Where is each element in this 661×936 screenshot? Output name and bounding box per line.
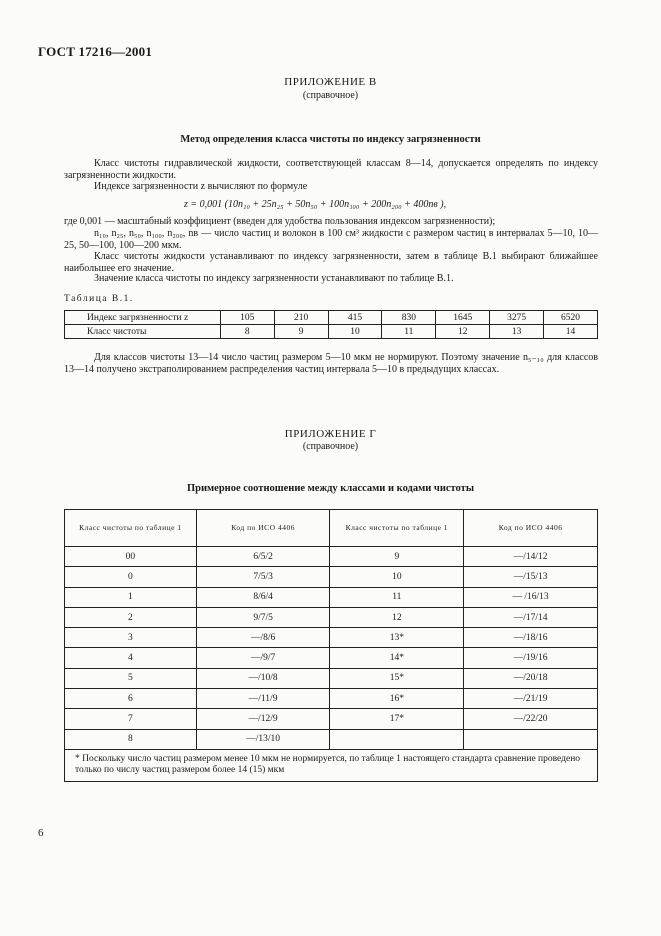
row-label: Класс чистоты [65,325,221,339]
table-header-row [65,510,598,547]
row-label: Индекс загрязненности z [65,311,221,325]
table-cell: 12 [330,607,464,627]
paragraph-6: Значение класса чистоты по индексу загрязненности устанавливают по таблице В.1. [94,273,454,284]
table-cell: 10 [328,325,382,339]
table-cell: 5 [65,668,197,688]
table-cell: 00 [65,547,197,567]
table-cell: —/17/14 [464,607,598,627]
table-row [65,709,598,729]
table-cell: 1645 [436,311,490,325]
header-class-1: Класс чистоты по таблице 1 [65,510,197,547]
table-cell: —/11/9 [196,689,330,709]
appendix-b-title: ПРИЛОЖЕНИЕ В [284,76,377,88]
table-cell: 6520 [544,311,598,325]
table-classes-codes [64,509,598,782]
table-cell: 4 [65,648,197,668]
table-cell: 11 [382,325,436,339]
table-cell: —/12/9 [196,709,330,729]
appendix-b-subtitle: (справочное) [302,90,359,101]
table-cell: 8 [220,325,274,339]
document-id: ГОСТ 17216—2001 [38,44,153,59]
table-cell: —/21/19 [464,689,598,709]
table-cell: 830 [382,311,436,325]
table-row [65,668,598,688]
table-cell: —/13/10 [196,729,330,749]
table-cell [464,729,598,749]
table-cell: 0 [65,567,197,587]
table-b1-note: Для классов чистоты 13—14 число частиц размером 5—10 мкм не нормируют. Поэтому значение n₅₋₁₀ для классов 13—14 получено экстраполированием распределения частиц интервала 5—10 в предыдущих классах. [64,352,598,375]
table-cell: 10 [330,567,464,587]
table-cell: 415 [328,311,382,325]
table-cell: 7/5/3 [196,567,330,587]
table-cell: 14* [330,648,464,668]
table-cell: 6/5/2 [196,547,330,567]
table-row [65,648,598,668]
table-cell: —/18/16 [464,628,598,648]
table-cell: —/14/12 [464,547,598,567]
footnote: * Поскольку число частиц размером менее 10 мкм не нормируется, по таблице 1 настоящего стандарта сравнение проведено только по числу частиц размером более 14 (15) мкм [65,749,598,781]
table-cell: 13 [490,325,544,339]
table-cell: 8/6/4 [196,587,330,607]
paragraph-4: n₁₀, n₂₅, n₅₀, n₁₀₀, n₂₀₀, nв — число частиц и волокон в 100 см³ жидкости с размером частиц в интервалах 5—10, 10—25, 50—100, 100—200 мкм. [64,228,598,251]
footnote-row [65,749,598,781]
table-cell: 14 [544,325,598,339]
table-cell [330,729,464,749]
table-cell: —/22/20 [464,709,598,729]
table-row [65,547,598,567]
table-cell: 8 [65,729,197,749]
table-row [65,567,598,587]
table-cell: —/8/6 [196,628,330,648]
table-cell: 16* [330,689,464,709]
table-cell: 9 [274,325,328,339]
header-class-2: Класс чистоты по таблице 1 [330,510,464,547]
table-cell: 17* [330,709,464,729]
paragraph-3: где 0,001 — масштабный коэффициент (введен для удобства пользования индексом загрязненности); [64,216,496,227]
table-cell: —/9/7 [196,648,330,668]
table-b1-row-index [65,311,598,325]
appendix-b-heading: Метод определения класса чистоты по индексу загрязненности [180,134,481,145]
table-row [65,628,598,648]
table-cell: 9 [330,547,464,567]
paragraph-1: Класс чистоты гидравлической жидкости, соответствующей классам 8—14, допускается определять по индексу загрязненности жидкости. [64,158,598,181]
header-code-2: Код по ИСО 4406 [464,510,598,547]
table-cell: 3275 [490,311,544,325]
appendix-g-title: ПРИЛОЖЕНИЕ Г [284,428,377,440]
table-cell: 11 [330,587,464,607]
table-b1 [64,310,598,339]
table-cell: —/10/8 [196,668,330,688]
table-cell: 105 [220,311,274,325]
table-row [65,689,598,709]
paragraph-5: Класс чистоты жидкости устанавливают по индексу загрязненности, затем в таблице В.1 выбирают ближайшее наибольшее его значение. [64,251,598,274]
table-b1-row-class [65,325,598,339]
table-cell: —/19/16 [464,648,598,668]
table-cell: 15* [330,668,464,688]
page-number: 6 [38,827,44,839]
table-cell: 2 [65,607,197,627]
table-cell: 9/7/5 [196,607,330,627]
table-cell: 3 [65,628,197,648]
table-cell: 12 [436,325,490,339]
table-row [65,729,598,749]
appendix-g-subtitle: (справочное) [302,441,359,452]
appendix-g-heading: Примерное соотношение между классами и кодами чистоты [186,483,475,494]
table-row [65,587,598,607]
table-cell: —/15/13 [464,567,598,587]
table-cell: 13* [330,628,464,648]
table-row [65,607,598,627]
table-cell: 210 [274,311,328,325]
formula: z = 0,001 (10n₁₀ + 25n₂₅ + 50n₅₀ + 100n₁₀₀ + 200n₂₀₀ + 400nв ), [184,199,447,210]
table-cell: — /16/13 [464,587,598,607]
table-cell: 6 [65,689,197,709]
header-code-1: Код по ИСО 4406 [196,510,330,547]
table-b1-caption: Таблица В.1. [64,294,134,304]
paragraph-2: Индексе загрязненности z вычисляют по формуле [94,181,308,192]
table-cell: 7 [65,709,197,729]
table-cell: 1 [65,587,197,607]
table-cell: —/20/18 [464,668,598,688]
